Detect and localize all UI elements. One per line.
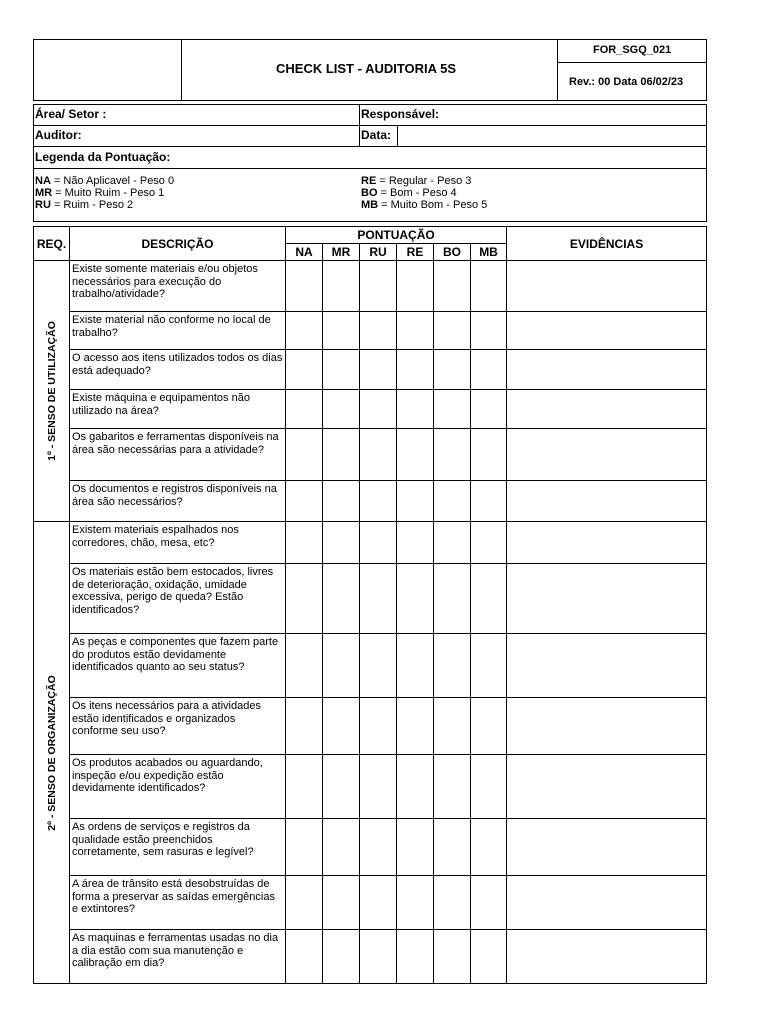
score-cell-re[interactable] xyxy=(397,522,434,564)
score-cell-mb[interactable] xyxy=(471,930,507,984)
item-description: Existe somente materiais e/ou objetos necessários para execução do trabalho/atividade? xyxy=(70,261,286,312)
score-header-ru: RU xyxy=(360,244,397,261)
form-code: FOR_SGQ_021 xyxy=(593,44,672,56)
score-cell-na[interactable] xyxy=(286,261,323,312)
score-cell-na[interactable] xyxy=(286,522,323,564)
evidence-cell[interactable] xyxy=(507,429,707,481)
col-descricao-header: DESCRIÇÃO xyxy=(70,227,286,261)
score-cell-bo[interactable] xyxy=(434,634,471,698)
score-cell-bo[interactable] xyxy=(434,819,471,876)
score-cell-mr[interactable] xyxy=(323,522,360,564)
score-cell-mb[interactable] xyxy=(471,312,507,350)
checklist-row xyxy=(34,930,707,984)
score-cell-ru[interactable] xyxy=(360,755,397,819)
legend-mb: MB = Muito Bom - Peso 5 xyxy=(361,199,488,211)
evidence-cell[interactable] xyxy=(507,481,707,522)
score-cell-ru[interactable] xyxy=(360,481,397,522)
item-description: As ordens de serviços e registros da qualidade estão preenchidos corretamente, sem rasuras e legível? xyxy=(70,819,286,876)
evidence-cell[interactable] xyxy=(507,522,707,564)
evidence-cell[interactable] xyxy=(507,390,707,429)
item-description: Os documentos e registros disponíveis na área são necessários? xyxy=(70,481,286,522)
score-cell-bo[interactable] xyxy=(434,390,471,429)
score-cell-re[interactable] xyxy=(397,429,434,481)
score-cell-ru[interactable] xyxy=(360,312,397,350)
item-description: Os itens necessários para a atividades estão identificados e organizados conforme seu uso? xyxy=(70,698,286,755)
score-cell-na[interactable] xyxy=(286,429,323,481)
item-description: O acesso aos itens utilizados todos os dias está adequado? xyxy=(70,350,286,390)
score-cell-re[interactable] xyxy=(397,819,434,876)
score-cell-mr[interactable] xyxy=(323,698,360,755)
score-cell-na[interactable] xyxy=(286,481,323,522)
score-cell-bo[interactable] xyxy=(434,698,471,755)
score-cell-re[interactable] xyxy=(397,930,434,984)
score-cell-bo[interactable] xyxy=(434,930,471,984)
evidence-cell[interactable] xyxy=(507,312,707,350)
score-cell-mb[interactable] xyxy=(471,350,507,390)
score-cell-ru[interactable] xyxy=(360,429,397,481)
score-header-mr: MR xyxy=(323,244,360,261)
document-title: CHECK LIST - AUDITORIA 5S xyxy=(276,61,457,76)
legend-re: RE = Regular - Peso 3 xyxy=(361,175,472,187)
section-label: 2º - SENSO DE ORGANIZAÇÃO xyxy=(45,674,58,831)
score-cell-mr[interactable] xyxy=(323,261,360,312)
item-description: Os materiais estão bem estocados, livres de deterioração, oxidação, umidade excessiva, perigo de queda? Estão identificados? xyxy=(70,564,286,634)
score-cell-ru[interactable] xyxy=(360,350,397,390)
score-cell-mb[interactable] xyxy=(471,429,507,481)
score-cell-na[interactable] xyxy=(286,930,323,984)
evidence-cell[interactable] xyxy=(507,698,707,755)
item-description: Existe material não conforme no local de trabalho? xyxy=(70,312,286,350)
score-cell-bo[interactable] xyxy=(434,522,471,564)
item-description: As peças e componentes que fazem parte do produtos estão devidamente identificados quanto ao seu status? xyxy=(70,634,286,698)
checklist-row xyxy=(34,390,707,429)
item-description: Existe máquina e equipamentos não utilizado na área? xyxy=(70,390,286,429)
col-pontuacao-header: PONTUAÇÃO xyxy=(286,227,507,244)
logo-area xyxy=(33,39,182,101)
score-cell-mb[interactable] xyxy=(471,698,507,755)
score-cell-re[interactable] xyxy=(397,564,434,634)
col-evidencias-header: EVIDÊNCIAS xyxy=(507,227,707,261)
score-cell-re[interactable] xyxy=(397,698,434,755)
checklist-row xyxy=(34,698,707,755)
item-description: Os produtos acabados ou aguardando, inspeção e/ou expedição estão devidamente identificados? xyxy=(70,755,286,819)
checklist-row xyxy=(34,876,707,930)
checklist-row xyxy=(34,429,707,481)
revision-date: Rev.: 00 Data 06/02/23 xyxy=(569,76,684,88)
checklist-row xyxy=(34,522,707,564)
score-cell-ru[interactable] xyxy=(360,522,397,564)
score-cell-bo[interactable] xyxy=(434,429,471,481)
responsavel-label: Responsável: xyxy=(361,107,440,121)
score-cell-mr[interactable] xyxy=(323,755,360,819)
evidence-cell[interactable] xyxy=(507,564,707,634)
checklist-row xyxy=(34,564,707,634)
score-cell-mb[interactable] xyxy=(471,522,507,564)
score-header-re: RE xyxy=(397,244,434,261)
score-cell-mr[interactable] xyxy=(323,634,360,698)
checklist-row xyxy=(34,350,707,390)
score-cell-ru[interactable] xyxy=(360,634,397,698)
score-header-mb: MB xyxy=(471,244,507,261)
score-cell-re[interactable] xyxy=(397,634,434,698)
score-cell-mr[interactable] xyxy=(323,390,360,429)
score-cell-bo[interactable] xyxy=(434,755,471,819)
section-utilizacao xyxy=(34,261,707,522)
score-cell-na[interactable] xyxy=(286,819,323,876)
evidence-cell[interactable] xyxy=(507,876,707,930)
evidence-cell[interactable] xyxy=(507,634,707,698)
checklist-row xyxy=(34,312,707,350)
score-cell-mr[interactable] xyxy=(323,876,360,930)
score-cell-mb[interactable] xyxy=(471,876,507,930)
score-cell-mb[interactable] xyxy=(471,261,507,312)
evidence-cell[interactable] xyxy=(507,261,707,312)
score-cell-mb[interactable] xyxy=(471,634,507,698)
data-label: Data: xyxy=(361,128,392,142)
score-cell-mb[interactable] xyxy=(471,564,507,634)
score-cell-mr[interactable] xyxy=(323,564,360,634)
score-cell-re[interactable] xyxy=(397,350,434,390)
score-header-na: NA xyxy=(286,244,323,261)
score-cell-na[interactable] xyxy=(286,312,323,350)
score-cell-mb[interactable] xyxy=(471,819,507,876)
score-cell-re[interactable] xyxy=(397,312,434,350)
legend-mr: MR = Muito Ruim - Peso 1 xyxy=(35,187,165,199)
score-cell-na[interactable] xyxy=(286,564,323,634)
evidence-cell[interactable] xyxy=(507,819,707,876)
score-cell-mr[interactable] xyxy=(323,930,360,984)
score-cell-ru[interactable] xyxy=(360,698,397,755)
checklist-row xyxy=(34,634,707,698)
legend-bo: BO = Bom - Peso 4 xyxy=(361,187,457,199)
score-cell-bo[interactable] xyxy=(434,481,471,522)
checklist-row xyxy=(34,261,707,312)
evidence-cell[interactable] xyxy=(507,930,707,984)
legend-na: NA = Não Aplicavel - Peso 0 xyxy=(35,175,175,187)
score-cell-ru[interactable] xyxy=(360,819,397,876)
checklist-row xyxy=(34,755,707,819)
section-label-cell xyxy=(34,522,70,984)
evidence-cell[interactable] xyxy=(507,755,707,819)
score-header-bo: BO xyxy=(434,244,471,261)
score-cell-re[interactable] xyxy=(397,481,434,522)
score-cell-mb[interactable] xyxy=(471,755,507,819)
area-setor-label: Área/ Setor : xyxy=(35,107,107,121)
score-cell-bo[interactable] xyxy=(434,261,471,312)
col-req-header: REQ. xyxy=(34,227,70,261)
score-cell-na[interactable] xyxy=(286,390,323,429)
score-cell-ru[interactable] xyxy=(360,930,397,984)
score-cell-mr[interactable] xyxy=(323,481,360,522)
score-cell-na[interactable] xyxy=(286,876,323,930)
section-label: 1º - SENSO DE UTILIZAÇÃO xyxy=(45,321,58,461)
score-cell-re[interactable] xyxy=(397,261,434,312)
score-cell-ru[interactable] xyxy=(360,876,397,930)
score-cell-na[interactable] xyxy=(286,350,323,390)
score-cell-ru[interactable] xyxy=(360,261,397,312)
score-cell-mr[interactable] xyxy=(323,819,360,876)
item-description: Existem materiais espalhados nos corredores, chão, mesa, etc? xyxy=(70,522,286,564)
score-cell-mb[interactable] xyxy=(471,390,507,429)
score-cell-mr[interactable] xyxy=(323,312,360,350)
section-organizacao xyxy=(34,522,707,984)
item-description: As maquinas e ferramentas usadas no dia a dia estão com sua manutenção e calibração em dia? xyxy=(70,930,286,984)
legenda-label: Legenda da Pontuação: xyxy=(35,150,171,164)
score-cell-na[interactable] xyxy=(286,698,323,755)
score-cell-bo[interactable] xyxy=(434,876,471,930)
item-description: Os gabaritos e ferramentas disponíveis na área são necessárias para a atividade? xyxy=(70,429,286,481)
checklist-row xyxy=(34,819,707,876)
legend-ru: RU = Ruim - Peso 2 xyxy=(35,199,134,211)
score-cell-bo[interactable] xyxy=(434,312,471,350)
score-cell-na[interactable] xyxy=(286,634,323,698)
score-cell-mb[interactable] xyxy=(471,481,507,522)
section-label-cell xyxy=(34,261,70,522)
score-cell-mr[interactable] xyxy=(323,350,360,390)
score-cell-re[interactable] xyxy=(397,755,434,819)
score-cell-re[interactable] xyxy=(397,876,434,930)
score-cell-bo[interactable] xyxy=(434,350,471,390)
checklist-table xyxy=(33,226,707,984)
score-cell-ru[interactable] xyxy=(360,390,397,429)
score-cell-bo[interactable] xyxy=(434,564,471,634)
item-description: A área de trânsito está desobstruídas de forma a preservar as saídas emergências e extintores? xyxy=(70,876,286,930)
auditor-label: Auditor: xyxy=(35,128,82,142)
score-cell-na[interactable] xyxy=(286,755,323,819)
evidence-cell[interactable] xyxy=(507,350,707,390)
checklist-row xyxy=(34,481,707,522)
score-cell-ru[interactable] xyxy=(360,564,397,634)
score-cell-re[interactable] xyxy=(397,390,434,429)
score-cell-mr[interactable] xyxy=(323,429,360,481)
